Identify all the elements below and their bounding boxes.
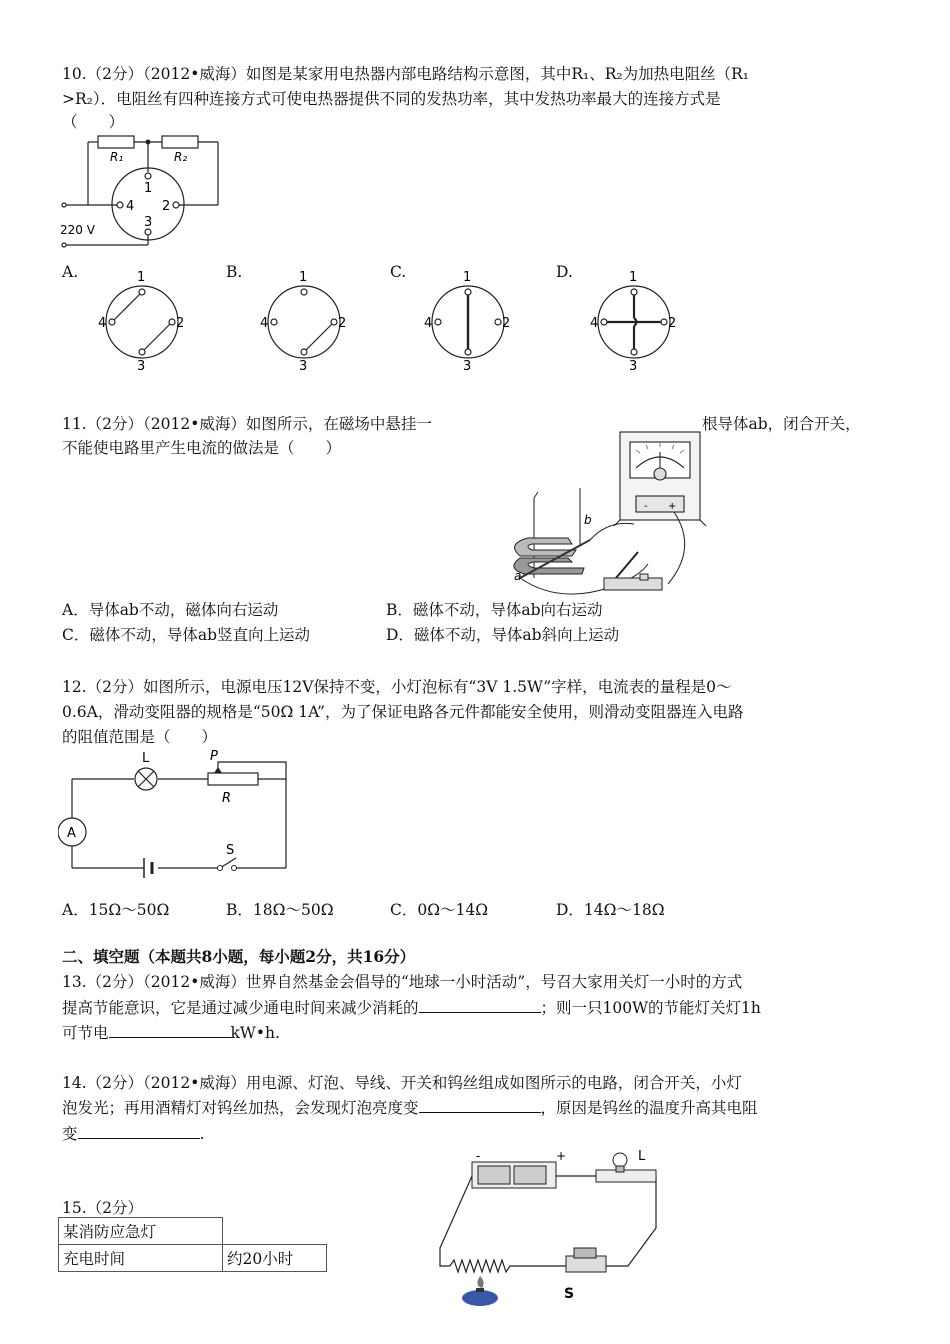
q13-blank-1[interactable] (419, 996, 541, 1013)
q10-option-c-label[interactable]: C. (390, 263, 407, 281)
svg-text:1: 1 (299, 270, 308, 285)
rheostat-symbol (208, 773, 258, 785)
svg-text:3: 3 (137, 359, 146, 374)
switch-label: S (226, 843, 235, 858)
q12-option-a[interactable]: A．15Ω～50Ω (62, 901, 170, 919)
svg-text:2: 2 (502, 316, 511, 331)
q10-r1-label: R₁ (110, 150, 124, 164)
q10-option-b-diagram[interactable] (242, 262, 372, 374)
q15-table (58, 1217, 327, 1272)
q14-switch-label: S (564, 1286, 575, 1302)
q11-text-line1a: 11.（2分）（2012•威海）如图所示，在磁场中悬挂一 (62, 415, 432, 433)
knife-switch (604, 552, 662, 590)
q12-option-c[interactable]: C．0Ω～14Ω (390, 901, 489, 919)
q14-text-line3: 变 . (62, 1122, 204, 1144)
svg-text:2: 2 (162, 199, 171, 214)
svg-text:4: 4 (590, 316, 599, 331)
q11-option-c[interactable]: C．磁体不动，导体ab竖直向上运动 (62, 626, 311, 644)
lamp-holder (596, 1153, 656, 1182)
u-magnet (514, 538, 584, 574)
svg-text:4: 4 (126, 199, 135, 214)
lamp-label: L (142, 751, 150, 766)
svg-text:2: 2 (668, 316, 677, 331)
section2-heading: 二、填空题（本题共8小题，每小题2分，共16分） (62, 947, 416, 966)
table-row: 充电时间 约20小时 (59, 1245, 327, 1272)
svg-text:+: + (668, 501, 677, 512)
q12-text-line2: 0.6A，滑动变阻器的规格是“50Ω 1A”，为了保证电路各元件都能安全使用，则滑动变阻器连入电路 (62, 703, 744, 721)
svg-text:1: 1 (629, 270, 638, 285)
q14-lamp-label: L (638, 1149, 646, 1164)
q13-blank-2[interactable] (109, 1021, 231, 1038)
q14-blank-1[interactable] (419, 1096, 541, 1113)
q13-text-line3: 可节电 kW•h. (62, 1021, 280, 1043)
q11-text-line2: 不能使电路里产生电流的做法是（ ） (62, 439, 342, 457)
q11-option-a[interactable]: A．导体ab不动，磁体向右运动 (62, 601, 279, 619)
q10-r2-resistor (162, 136, 198, 148)
alcohol-lamp (462, 1276, 498, 1306)
q14-text-line2: 泡发光；再用酒精灯对钨丝加热，会发现灯泡亮度变 ，原因是钨丝的温度升高其电阻 (62, 1096, 758, 1118)
q12-text-line3: 的阻值范围是（ ） (62, 728, 218, 746)
svg-text:1: 1 (463, 270, 472, 285)
q11-option-d[interactable]: D．磁体不动，导体ab斜向上运动 (386, 626, 620, 644)
q10-text-line2: >R₂）．电阻丝有四种连接方式可使电热器提供不同的发热功率，其中发热功率最大的连接方式是 (62, 90, 721, 108)
q12-text-line1: 12.（2分）如图所示，电源电压12V保持不变，小灯泡标有“3V 1.5W”字样，电流表的量程是0～ (62, 678, 732, 696)
svg-text:-: - (476, 1149, 481, 1163)
q10-option-a-label[interactable]: A. (62, 263, 79, 281)
svg-text:4: 4 (424, 316, 433, 331)
svg-text:2: 2 (176, 316, 185, 331)
tungsten-coil (450, 1260, 530, 1272)
svg-text:a: a (514, 569, 522, 583)
svg-text:3: 3 (629, 359, 638, 374)
q10-r2-label: R₂ (174, 150, 188, 164)
svg-text:-: - (644, 501, 648, 512)
q10-text-line3: （ ） (62, 113, 125, 131)
rheostat-label: R (222, 791, 232, 806)
svg-text:2: 2 (338, 316, 347, 331)
slider-label: P (210, 749, 218, 764)
q14-tungsten-circuit (420, 1148, 660, 1308)
q12-circuit-diagram (58, 748, 298, 888)
svg-text:4: 4 (98, 316, 107, 331)
table-row: 某消防应急灯 (59, 1218, 327, 1245)
q13-text-line1: 13.（2分）（2012•威海）世界自然基金会倡导的“地球一小时活动”，号召大家用关灯一小时的方式 (62, 973, 743, 991)
q10-option-b-label[interactable]: B. (226, 263, 243, 281)
svg-text:1: 1 (144, 181, 153, 196)
svg-text:3: 3 (144, 215, 153, 230)
ammeter-label: A (67, 826, 76, 841)
svg-text:3: 3 (299, 359, 308, 374)
svg-text:+: + (556, 1149, 567, 1163)
svg-text:4: 4 (260, 316, 269, 331)
q14-text-line1: 14.（2分）（2012•威海）用电源、灯泡、导线、开关和钨丝组成如图所示的电路，闭合开关，小灯 (62, 1074, 742, 1092)
svg-text:b: b (584, 513, 592, 527)
svg-text:1: 1 (137, 270, 146, 285)
battery-box (472, 1162, 556, 1188)
q10-option-a-diagram[interactable] (80, 262, 210, 374)
q14-switch (566, 1248, 606, 1272)
q10-r1-resistor (98, 136, 134, 148)
q12-option-b[interactable]: B．18Ω～50Ω (226, 901, 334, 919)
q10-text-line1: 10.（2分）（2012•威海）如图是某家用电热器内部电路结构示意图，其中R₁、R₂为加热电阻丝（R₁ (62, 65, 750, 83)
q10-option-d-label[interactable]: D. (556, 263, 573, 281)
q15-head: 15.（2分） (62, 1199, 144, 1217)
q10-voltage-label: 220 V (60, 223, 95, 237)
svg-text:3: 3 (463, 359, 472, 374)
q12-option-d[interactable]: D．14Ω～18Ω (556, 901, 665, 919)
q14-blank-2[interactable] (78, 1122, 200, 1139)
q11-induction-apparatus (498, 428, 708, 598)
q10-option-c-diagram[interactable] (406, 262, 536, 374)
q13-text-line2: 提高节能意识，它是通过减少通电时间来减少消耗的 ；则一只100W的节能灯关灯1h (62, 996, 761, 1018)
q10-circuit-diagram (58, 132, 228, 252)
q10-option-d-diagram[interactable] (572, 262, 702, 374)
q11-text-line1b: 根导体ab，闭合开关， (702, 415, 861, 433)
q11-option-b[interactable]: B．磁体不动，导体ab向右运动 (386, 601, 603, 619)
